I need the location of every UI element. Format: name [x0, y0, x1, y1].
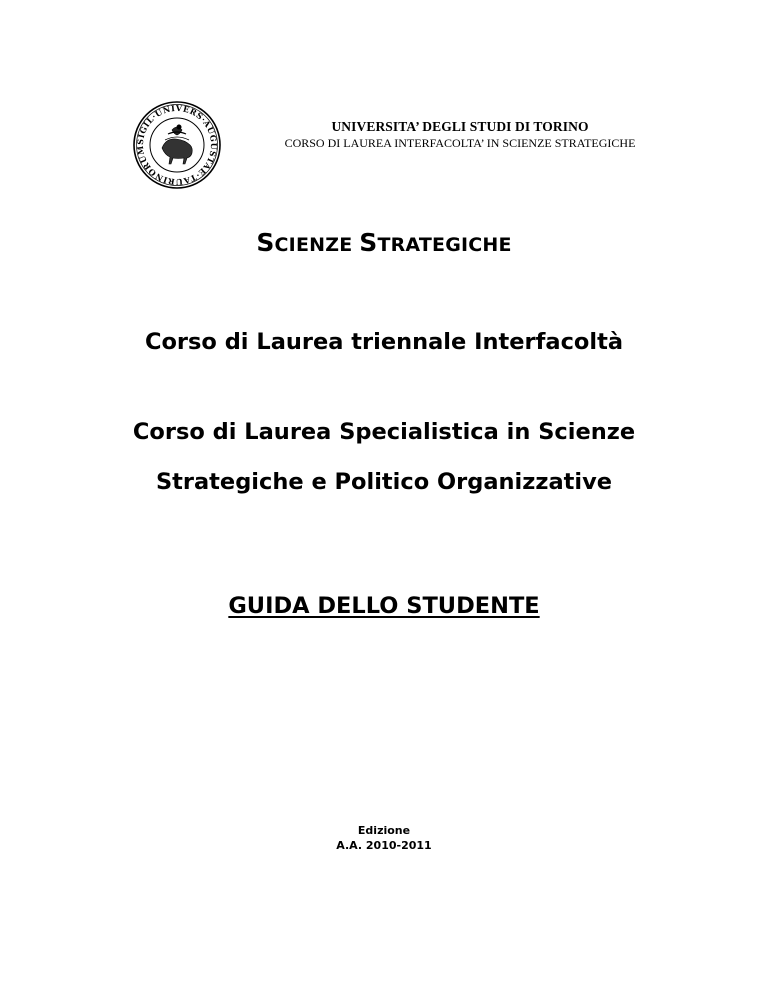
course-specialistica-line1: Corso di Laurea Specialistica in Scienze — [132, 419, 636, 445]
university-name: UNIVERSITA’ DEGLI STUDI DI TORINO — [331, 119, 589, 134]
edition-label: Edizione — [357, 824, 411, 837]
course-triennale: Corso di Laurea triennale Interfacoltà — [144, 329, 624, 355]
edition-year: A.A. 2010-2011 — [336, 839, 432, 852]
main-title — [0, 230, 768, 258]
guide-title: GUIDA DELLO STUDENTE — [228, 593, 540, 619]
title-initial-1: S — [256, 228, 275, 257]
edition-block — [0, 823, 768, 853]
title-initial-2: S — [359, 228, 378, 257]
course-line: CORSO DI LAUREA INTERFACOLTA’ IN SCIENZE STRATEGICHE — [284, 136, 636, 150]
svg-text:SIGIL·UNIVERS·AUGUSTAE·TAURINO: SIGIL·UNIVERS·AUGUSTAE·TAURINORUM — [134, 102, 220, 188]
title-rest-2: TRATEGICHE — [377, 234, 512, 256]
document-header — [240, 118, 680, 151]
course-specialistica-line2: Strategiche e Politico Organizzative — [155, 469, 613, 495]
title-rest-1: CIENZE — [274, 234, 353, 256]
university-seal-icon — [132, 100, 222, 190]
